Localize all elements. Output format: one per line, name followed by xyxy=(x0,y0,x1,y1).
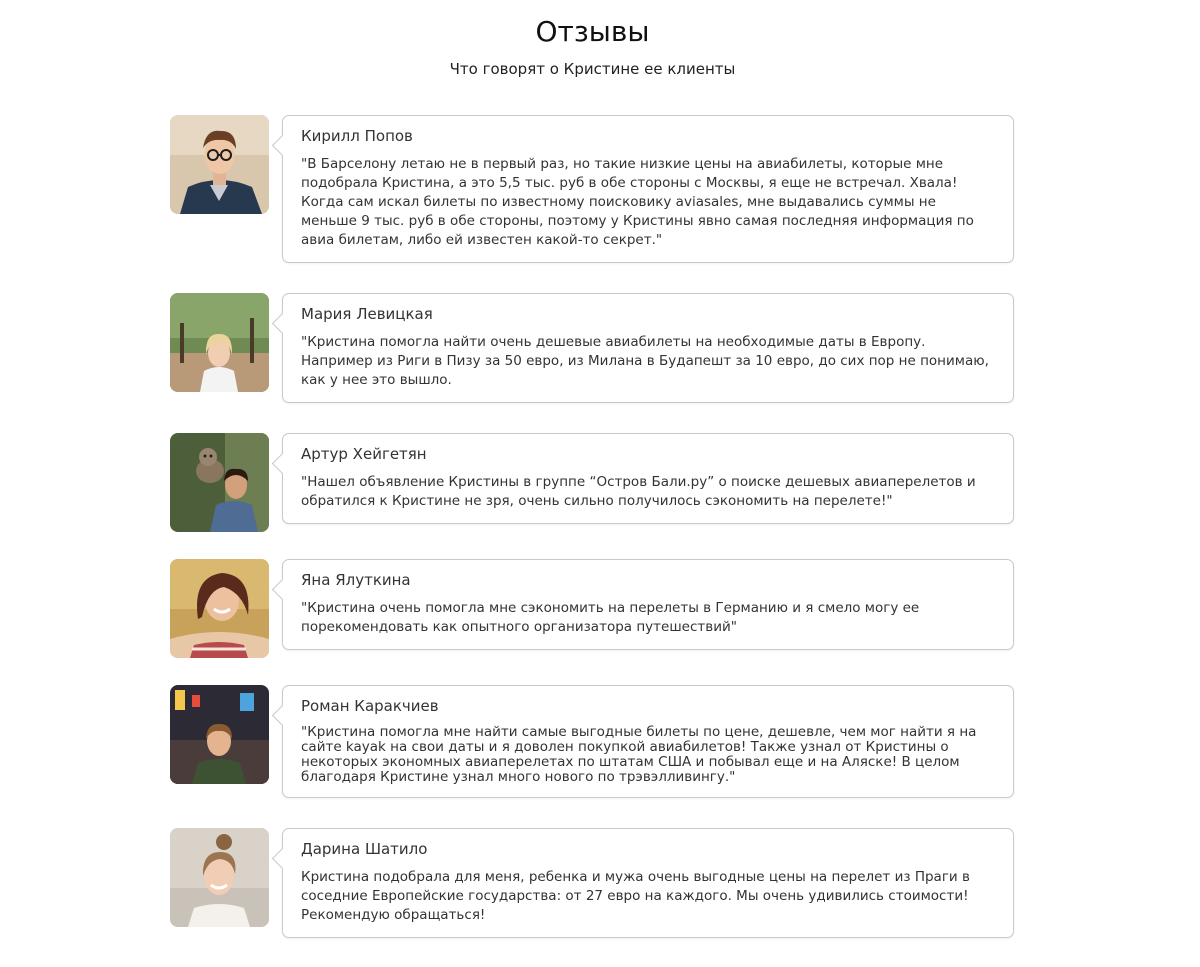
review-bubble xyxy=(282,115,1014,263)
review-text: "В Барселону летаю не в первый раз, но такие низкие цены на авиабилеты, которые мне подобрала Кристина, а это 5,5 тыс. руб в обе стороны с Москвы, я еще не встречал. Хвала! Когда сам искал билеты по известному поисковику aviasales, мне выдавались суммы не меньше 9 тыс. руб в обе стороны, поэтому у Кристины явно самая последняя информация по авиа билетам, либо ей известен какой-то секрет." xyxy=(301,156,974,248)
review-text: "Кристина помогла найти очень дешевые авиабилеты на необходимые даты в Европу. Например из Риги в Пизу за 50 евро, из Милана в Будапешт за 10 евро, до сих пор не понимаю, как у нее это вышло. xyxy=(301,334,989,388)
reviewer-name: Дарина Шатило xyxy=(301,840,428,858)
reviewer-name: Яна Ялуткина xyxy=(301,571,411,589)
reviewer-name: Артур Хейгетян xyxy=(301,445,427,463)
review-text: Кристина подобрала для меня, ребенка и мужа очень выгодные цены на перелет из Праги в соседние Европейские государства: от 27 евро на каждого. Мы очень удивились стоимости! Рекомендую обращаться! xyxy=(301,869,970,923)
review-text: "Кристина помогла мне найти самые выгодные билеты по цене, дешевле, чем мог найти я на сайте kayak на свои даты и я доволен покупкой авиабилетов! Также узнал от Кристины о некоторых экономных авиаперелетах по штатам США и побывал еще и на Аляске! В целом благодаря Кристине узнал много нового по трэвэлливингу." xyxy=(301,724,977,785)
reviewer-name: Кирилл Попов xyxy=(301,127,413,145)
reviewer-name: Роман Каракчиев xyxy=(301,697,439,715)
review-bubble xyxy=(282,433,1014,524)
review-bubble xyxy=(282,828,1014,938)
avatar xyxy=(170,828,269,927)
review-bubble xyxy=(282,685,1014,798)
avatar xyxy=(170,115,269,214)
avatar xyxy=(170,433,269,532)
review-text: "Нашел объявление Кристины в группе “Остров Бали.ру” о поиске дешевых авиаперелетов и обратился к Кристине не зря, очень сильно получилось сэкономить на перелете!" xyxy=(301,474,976,509)
page-title: Отзывы xyxy=(535,15,650,48)
avatar xyxy=(170,559,269,658)
review-bubble xyxy=(282,559,1014,650)
avatar xyxy=(170,293,269,392)
review-bubble xyxy=(282,293,1014,403)
page-subtitle: Что говорят о Кристине ее клиенты xyxy=(449,60,736,78)
reviewer-name: Мария Левицкая xyxy=(301,305,433,323)
avatar xyxy=(170,685,269,784)
review-text: "Кристина очень помогла мне сэкономить на перелеты в Германию и я смело могу ее порекомендовать как опытного организатора путешествий" xyxy=(301,600,920,635)
